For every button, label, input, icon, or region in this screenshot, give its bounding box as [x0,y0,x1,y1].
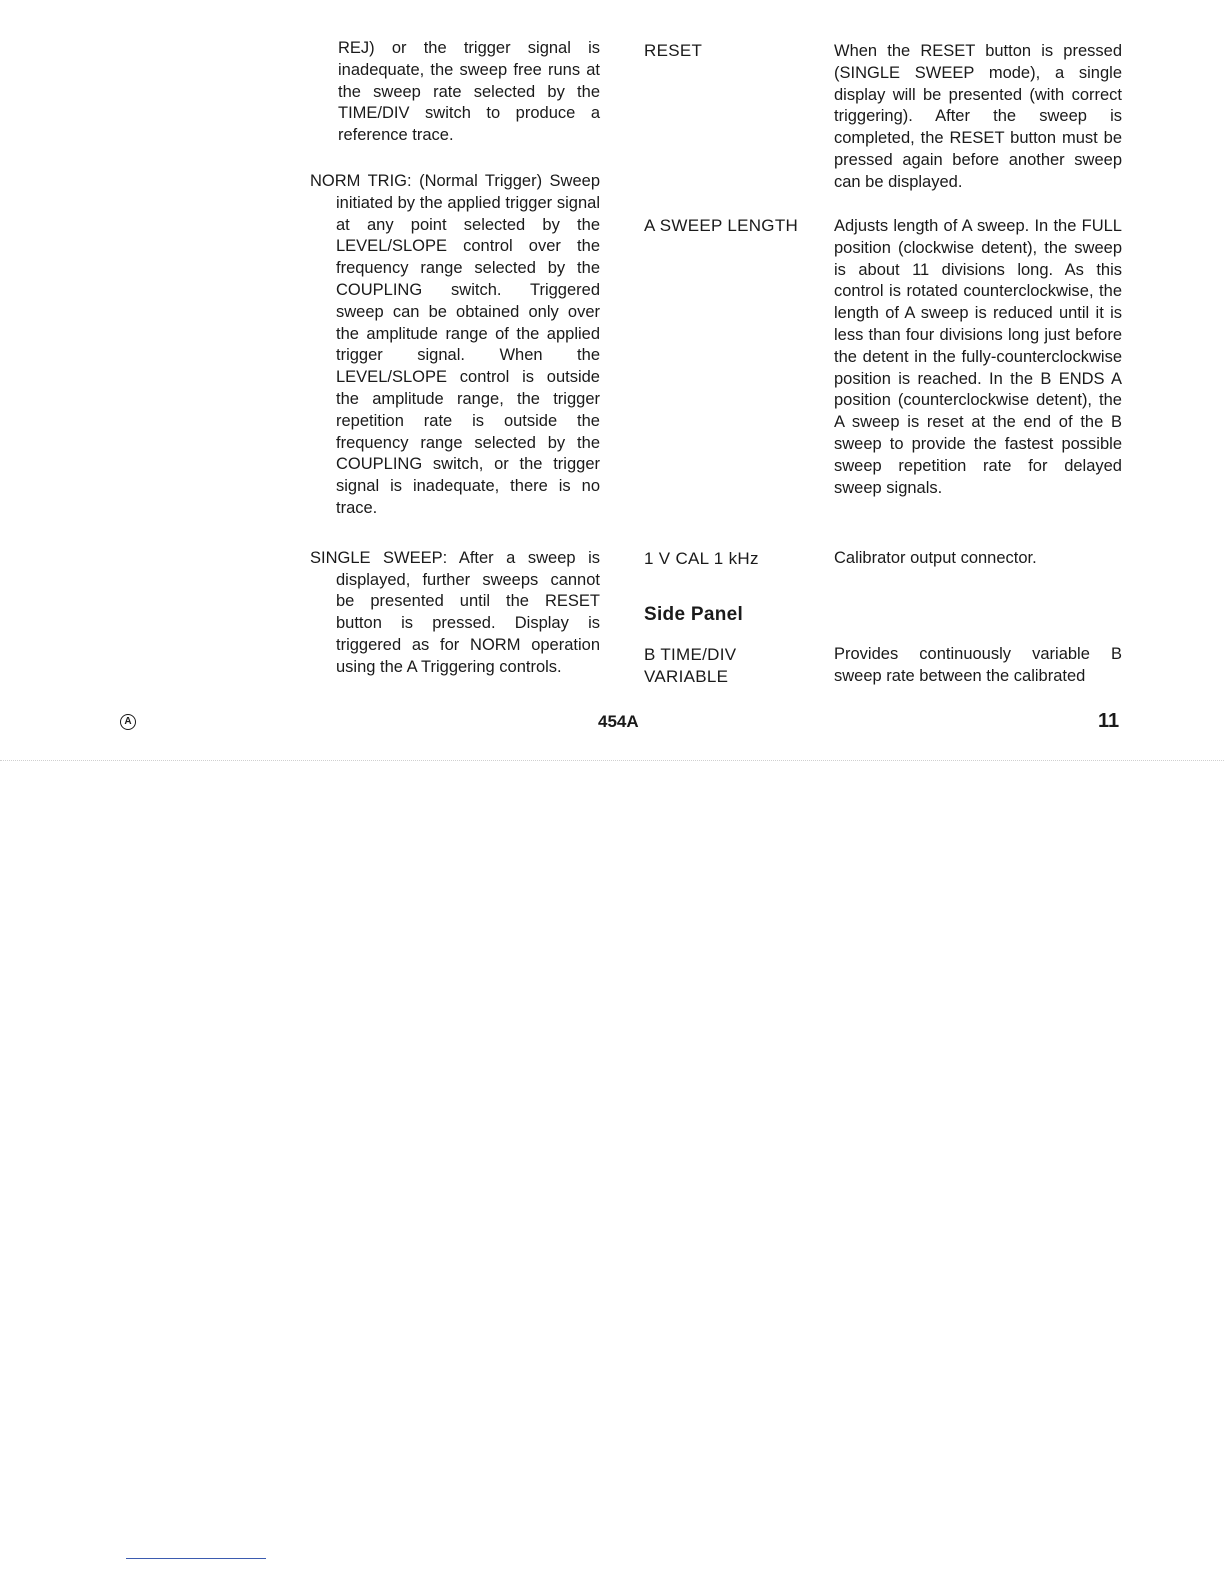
norm-trig-entry [310,171,600,520]
left-column [310,38,600,697]
b-time-div-term [644,644,814,688]
reset-description: When the RESET button is pressed (SINGLE SWEEP mode), a single display will be presented (with correct triggering). After the sweep is completed, the RESET button must be pressed again before another sweep can be displayed. [834,42,1122,191]
cal-term: 1 V CAL 1 kHz [644,549,759,568]
a-sweep-length-description: Adjusts length of A sweep. In the FULL position (clockwise detent), the sweep is about 11 divisions long. As this control is rotated counterclockwise, the length of A sweep is reduced until it is less than four divisions long just before the detent in the fully-counterclockwise position is reached. In the B ENDS A position (counterclockwise detent), the A sweep is reset at the end of the B sweep to provide the fastest possible sweep repetition rate for delayed sweep signals. [834,217,1122,497]
single-sweep-entry [310,548,600,679]
b-time-div-term-line1: B TIME/DIV [644,645,737,664]
footer-circled-mark: A [120,714,136,730]
cal-description: Calibrator output connector. [834,549,1037,567]
left-entry-continuation-text: REJ) or the trigger signal is inadequate, the sweep free runs at the sweep rate selected by the TIME/DIV switch to produce a reference trace. [338,39,600,145]
side-panel-heading: Side Panel [644,604,744,625]
single-sweep-term: SINGLE SWEEP: [310,548,448,567]
left-entry-continuation [310,38,600,147]
a-sweep-length-term: A SWEEP LENGTH [644,216,799,235]
b-time-div-description: Provides continuously variable B sweep rate between the calibrated [834,645,1122,685]
single-sweep-text: After a sweep is displayed, further sweeps cannot be presented until the RESET button is pressed. Display is triggered as for NORM operation using the A Triggering controls. [336,548,600,676]
b-time-div-term-line2: VARIABLE [644,666,729,686]
norm-trig-text: (Normal Trigger) Sweep initiated by the applied trigger signal at any point selected by the LEVEL/SLOPE control over the frequency range selected by the COUPLING switch. Triggered sweep can be obtained only over the amplitude range of the applied trigger signal. When the LEVEL/SLOPE control is outside the amplitude range, the trigger repetition rate is outside the frequency range selected by the COUPLING switch, or the trigger signal is inadequate, there is no trace. [336,171,600,517]
page-number: 11 [1098,710,1120,732]
footer-model-number: 454A [598,712,639,731]
reset-term: RESET [644,41,703,60]
norm-trig-term: NORM TRIG: [310,171,412,190]
scan-artifact-line [0,760,1224,762]
scan-artifact-blue-line [126,1558,266,1559]
